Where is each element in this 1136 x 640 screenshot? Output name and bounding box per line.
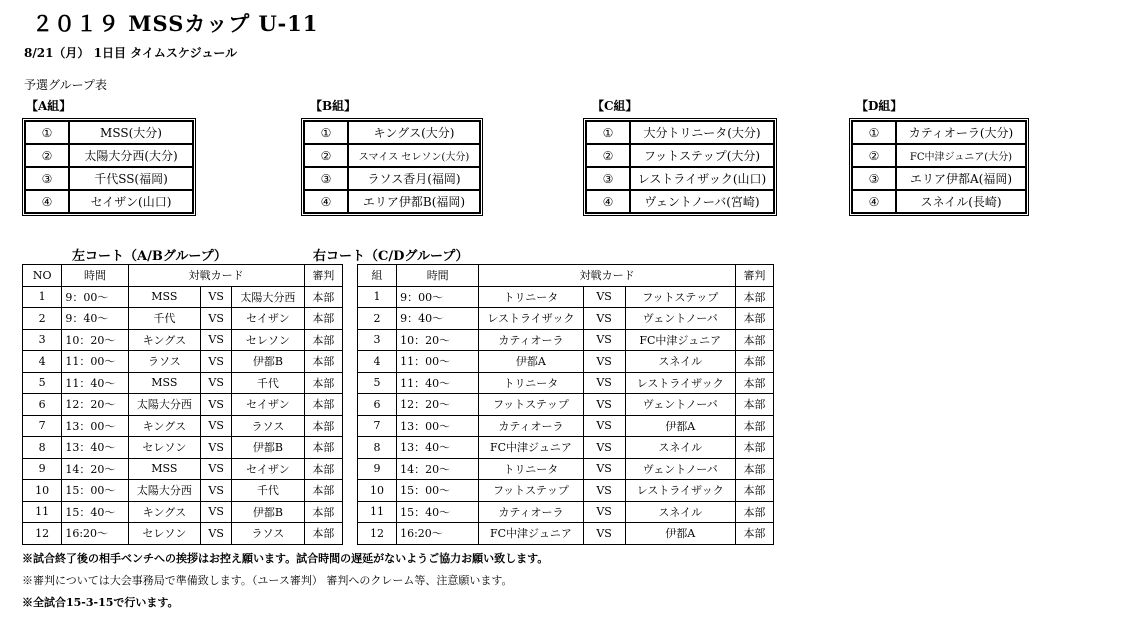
time-cell: 9：00〜 xyxy=(397,286,479,308)
table-row xyxy=(852,121,1026,144)
match-no-cell: 5 xyxy=(23,372,62,394)
home-team-cell: 伊都A xyxy=(479,351,583,373)
table-row xyxy=(23,329,343,351)
group-a-no: ① xyxy=(25,121,69,144)
group-a-label: 【A組】 xyxy=(26,99,72,113)
group-b-no: ① xyxy=(304,121,348,144)
home-team-cell: MSS xyxy=(128,286,200,308)
home-team-cell: キングス xyxy=(128,501,200,523)
table-row xyxy=(586,190,774,213)
match-no-cell: 4 xyxy=(23,351,62,373)
referee-cell: 本部 xyxy=(304,458,342,480)
referee-cell: 本部 xyxy=(735,286,773,308)
match-no-cell: 3 xyxy=(358,329,397,351)
left-court-schedule xyxy=(22,264,343,545)
vs-cell: VS xyxy=(201,480,232,502)
referee-cell: 本部 xyxy=(304,523,342,545)
home-team-cell: トリニータ xyxy=(479,458,583,480)
note-line: ※試合終了後の相手ベンチへの挨拶はお控え願います。試合時間の遅延がないようご協力お願い致します。 xyxy=(22,552,549,565)
vs-cell: VS xyxy=(583,286,625,308)
vs-cell: VS xyxy=(201,415,232,437)
group-d-label: 【D組】 xyxy=(856,99,903,113)
away-team-cell: ヴェントノーバ xyxy=(625,458,735,480)
vs-cell: VS xyxy=(201,523,232,545)
group-c-team: 大分トリニータ(大分) xyxy=(630,121,774,144)
referee-cell: 本部 xyxy=(735,372,773,394)
group-d-team: カティオーラ(大分) xyxy=(896,121,1026,144)
away-team-cell: 千代 xyxy=(232,372,304,394)
referee-cell: 本部 xyxy=(735,523,773,545)
col-header-ref: 審判 xyxy=(304,265,342,287)
table-row xyxy=(25,190,193,213)
group-c-no: ① xyxy=(586,121,630,144)
group-b-label: 【B組】 xyxy=(310,99,357,113)
match-no-cell: 5 xyxy=(358,372,397,394)
col-header-ref: 審判 xyxy=(735,265,773,287)
group-c-team: レストライザック(山口) xyxy=(630,167,774,190)
table-row xyxy=(23,480,343,502)
referee-cell: 本部 xyxy=(304,415,342,437)
referee-cell: 本部 xyxy=(735,308,773,330)
notes xyxy=(22,548,548,614)
table-row xyxy=(23,372,343,394)
group-c-no: ③ xyxy=(586,167,630,190)
match-no-cell: 7 xyxy=(23,415,62,437)
vs-cell: VS xyxy=(201,394,232,416)
table-row xyxy=(23,286,343,308)
group-b-team: ラソス香月(福岡) xyxy=(348,167,480,190)
group-b-no: ② xyxy=(304,144,348,167)
table-row xyxy=(358,480,774,502)
table-row xyxy=(23,394,343,416)
group-c-label: 【C組】 xyxy=(592,99,638,113)
table-row xyxy=(23,351,343,373)
table-row xyxy=(23,523,343,545)
group-d-team: スネイル(長崎) xyxy=(896,190,1026,213)
group-c-team: ヴェントノーバ(宮崎) xyxy=(630,190,774,213)
match-no-cell: 9 xyxy=(23,458,62,480)
group-a-no: ④ xyxy=(25,190,69,213)
time-cell: 9：40〜 xyxy=(62,308,128,330)
home-team-cell: セレソン xyxy=(128,437,200,459)
col-header-no: NO xyxy=(23,265,62,287)
table-header-row xyxy=(358,265,774,287)
group-d-team: FC中津ジュニア(大分) xyxy=(896,144,1026,167)
table-row xyxy=(304,167,480,190)
home-team-cell: 太陽大分西 xyxy=(128,480,200,502)
table-row xyxy=(358,415,774,437)
table-row xyxy=(25,144,193,167)
time-cell: 11：00〜 xyxy=(62,351,128,373)
away-team-cell: 伊都A xyxy=(625,523,735,545)
time-cell: 13：00〜 xyxy=(397,415,479,437)
table-row xyxy=(586,144,774,167)
table-row xyxy=(25,121,193,144)
referee-cell: 本部 xyxy=(304,286,342,308)
time-cell: 16:20〜 xyxy=(62,523,128,545)
referee-cell: 本部 xyxy=(735,351,773,373)
vs-cell: VS xyxy=(201,372,232,394)
time-cell: 9：00〜 xyxy=(62,286,128,308)
vs-cell: VS xyxy=(583,480,625,502)
col-header-time: 時間 xyxy=(397,265,479,287)
referee-cell: 本部 xyxy=(304,437,342,459)
vs-cell: VS xyxy=(583,415,625,437)
table-row xyxy=(358,329,774,351)
match-no-cell: 8 xyxy=(358,437,397,459)
match-no-cell: 12 xyxy=(358,523,397,545)
home-team-cell: MSS xyxy=(128,458,200,480)
home-team-cell: MSS xyxy=(128,372,200,394)
match-no-cell: 6 xyxy=(23,394,62,416)
time-cell: 13：40〜 xyxy=(397,437,479,459)
match-no-cell: 11 xyxy=(358,501,397,523)
table-row xyxy=(852,167,1026,190)
group-b-team: エリア伊都B(福岡) xyxy=(348,190,480,213)
vs-cell: VS xyxy=(583,329,625,351)
match-no-cell: 10 xyxy=(23,480,62,502)
table-row xyxy=(23,437,343,459)
referee-cell: 本部 xyxy=(735,458,773,480)
time-cell: 10：20〜 xyxy=(62,329,128,351)
time-cell: 12：20〜 xyxy=(397,394,479,416)
table-row xyxy=(358,437,774,459)
referee-cell: 本部 xyxy=(735,394,773,416)
right-court-schedule xyxy=(357,264,774,545)
group-c-team: フットステップ(大分) xyxy=(630,144,774,167)
time-cell: 14：20〜 xyxy=(397,458,479,480)
away-team-cell: 太陽大分西 xyxy=(232,286,304,308)
away-team-cell: セレソン xyxy=(232,329,304,351)
time-cell: 15：40〜 xyxy=(62,501,128,523)
group-a-team: 千代SS(福岡) xyxy=(69,167,193,190)
col-header-time: 時間 xyxy=(62,265,128,287)
note-line: ※全試合15-3-15で行います。 xyxy=(22,596,179,609)
table-row xyxy=(23,458,343,480)
table-row xyxy=(25,167,193,190)
away-team-cell: ヴェントノーバ xyxy=(625,308,735,330)
referee-cell: 本部 xyxy=(304,351,342,373)
table-row xyxy=(358,372,774,394)
referee-cell: 本部 xyxy=(735,437,773,459)
group-d-no: ② xyxy=(852,144,896,167)
home-team-cell: トリニータ xyxy=(479,286,583,308)
home-team-cell: トリニータ xyxy=(479,372,583,394)
away-team-cell: FC中津ジュニア xyxy=(625,329,735,351)
time-cell: 13：00〜 xyxy=(62,415,128,437)
home-team-cell: 千代 xyxy=(128,308,200,330)
left-court-label: 左コート（A/Bグループ） xyxy=(72,249,227,264)
right-court-label: 右コート（C/Dグループ） xyxy=(313,249,469,264)
away-team-cell: 伊都B xyxy=(232,501,304,523)
match-no-cell: 12 xyxy=(23,523,62,545)
table-row xyxy=(358,351,774,373)
table-row xyxy=(358,308,774,330)
table-row xyxy=(23,415,343,437)
page-title: ２０１９ MSSカップ U-11 xyxy=(32,11,319,36)
table-row xyxy=(304,190,480,213)
time-cell: 16:20〜 xyxy=(397,523,479,545)
table-row xyxy=(23,501,343,523)
group-c-table xyxy=(583,118,777,216)
vs-cell: VS xyxy=(201,351,232,373)
vs-cell: VS xyxy=(201,501,232,523)
referee-cell: 本部 xyxy=(735,415,773,437)
group-a-no: ③ xyxy=(25,167,69,190)
table-row xyxy=(586,121,774,144)
away-team-cell: フットステップ xyxy=(625,286,735,308)
time-cell: 14：20〜 xyxy=(62,458,128,480)
time-cell: 12：20〜 xyxy=(62,394,128,416)
away-team-cell: セイザン xyxy=(232,308,304,330)
table-row xyxy=(852,190,1026,213)
time-cell: 9：40〜 xyxy=(397,308,479,330)
match-no-cell: 3 xyxy=(23,329,62,351)
table-row xyxy=(586,167,774,190)
group-b-team: スマイス セレソン(大分) xyxy=(348,144,480,167)
home-team-cell: キングス xyxy=(128,415,200,437)
col-header-card: 対戦カード xyxy=(128,265,304,287)
vs-cell: VS xyxy=(583,523,625,545)
home-team-cell: FC中津ジュニア xyxy=(479,437,583,459)
away-team-cell: セイザン xyxy=(232,458,304,480)
away-team-cell: ラソス xyxy=(232,523,304,545)
away-team-cell: セイザン xyxy=(232,394,304,416)
away-team-cell: 伊都A xyxy=(625,415,735,437)
match-no-cell: 8 xyxy=(23,437,62,459)
vs-cell: VS xyxy=(583,437,625,459)
match-no-cell: 10 xyxy=(358,480,397,502)
table-header-row xyxy=(23,265,343,287)
time-cell: 10：20〜 xyxy=(397,329,479,351)
table-row xyxy=(358,501,774,523)
match-no-cell: 2 xyxy=(23,308,62,330)
referee-cell: 本部 xyxy=(735,480,773,502)
home-team-cell: カティオーラ xyxy=(479,501,583,523)
referee-cell: 本部 xyxy=(304,329,342,351)
note-line: ※審判については大会事務局で準備致します。（ユース審判） 審判へのクレーム等、注意願います。 xyxy=(22,574,513,587)
time-cell: 11：40〜 xyxy=(397,372,479,394)
vs-cell: VS xyxy=(583,394,625,416)
home-team-cell: キングス xyxy=(128,329,200,351)
vs-cell: VS xyxy=(583,308,625,330)
schedule-subtitle: 8/21（月） 1日目 タイムスケジュール xyxy=(24,46,238,60)
time-cell: 15：00〜 xyxy=(397,480,479,502)
group-c-no: ④ xyxy=(586,190,630,213)
time-cell: 11：40〜 xyxy=(62,372,128,394)
home-team-cell: フットステップ xyxy=(479,394,583,416)
referee-cell: 本部 xyxy=(304,480,342,502)
vs-cell: VS xyxy=(201,308,232,330)
table-row xyxy=(358,458,774,480)
vs-cell: VS xyxy=(583,372,625,394)
group-a-team: セイザン(山口) xyxy=(69,190,193,213)
match-no-cell: 4 xyxy=(358,351,397,373)
away-team-cell: スネイル xyxy=(625,351,735,373)
group-b-no: ③ xyxy=(304,167,348,190)
time-cell: 15：00〜 xyxy=(62,480,128,502)
match-no-cell: 2 xyxy=(358,308,397,330)
home-team-cell: 太陽大分西 xyxy=(128,394,200,416)
match-no-cell: 1 xyxy=(358,286,397,308)
referee-cell: 本部 xyxy=(304,394,342,416)
referee-cell: 本部 xyxy=(735,501,773,523)
time-cell: 11：00〜 xyxy=(397,351,479,373)
home-team-cell: レストライザック xyxy=(479,308,583,330)
table-row xyxy=(23,308,343,330)
referee-cell: 本部 xyxy=(304,372,342,394)
group-b-team: キングス(大分) xyxy=(348,121,480,144)
group-d-team: エリア伊都A(福岡) xyxy=(896,167,1026,190)
table-row xyxy=(304,144,480,167)
vs-cell: VS xyxy=(583,501,625,523)
away-team-cell: レストライザック xyxy=(625,372,735,394)
match-no-cell: 6 xyxy=(358,394,397,416)
group-a-table xyxy=(22,118,196,216)
group-a-team: MSS(大分) xyxy=(69,121,193,144)
vs-cell: VS xyxy=(583,458,625,480)
group-d-no: ④ xyxy=(852,190,896,213)
group-d-table xyxy=(849,118,1029,216)
home-team-cell: フットステップ xyxy=(479,480,583,502)
referee-cell: 本部 xyxy=(735,329,773,351)
home-team-cell: ラソス xyxy=(128,351,200,373)
match-no-cell: 11 xyxy=(23,501,62,523)
group-table-heading: 予選グループ表 xyxy=(24,78,108,92)
vs-cell: VS xyxy=(583,351,625,373)
vs-cell: VS xyxy=(201,458,232,480)
table-row xyxy=(852,144,1026,167)
home-team-cell: カティオーラ xyxy=(479,415,583,437)
referee-cell: 本部 xyxy=(304,308,342,330)
vs-cell: VS xyxy=(201,437,232,459)
group-a-no: ② xyxy=(25,144,69,167)
vs-cell: VS xyxy=(201,286,232,308)
group-a-team: 太陽大分西(大分) xyxy=(69,144,193,167)
away-team-cell: スネイル xyxy=(625,437,735,459)
referee-cell: 本部 xyxy=(304,501,342,523)
home-team-cell: カティオーラ xyxy=(479,329,583,351)
table-row xyxy=(358,523,774,545)
home-team-cell: セレソン xyxy=(128,523,200,545)
away-team-cell: ラソス xyxy=(232,415,304,437)
home-team-cell: FC中津ジュニア xyxy=(479,523,583,545)
group-d-no: ① xyxy=(852,121,896,144)
group-b-no: ④ xyxy=(304,190,348,213)
away-team-cell: ヴェントノーバ xyxy=(625,394,735,416)
table-row xyxy=(304,121,480,144)
table-row xyxy=(358,286,774,308)
away-team-cell: 伊都B xyxy=(232,437,304,459)
col-header-group: 組 xyxy=(358,265,397,287)
time-cell: 13：40〜 xyxy=(62,437,128,459)
group-d-no: ③ xyxy=(852,167,896,190)
away-team-cell: 千代 xyxy=(232,480,304,502)
away-team-cell: レストライザック xyxy=(625,480,735,502)
group-c-no: ② xyxy=(586,144,630,167)
col-header-card: 対戦カード xyxy=(479,265,736,287)
time-cell: 15：40〜 xyxy=(397,501,479,523)
match-no-cell: 7 xyxy=(358,415,397,437)
group-b-table xyxy=(301,118,483,216)
match-no-cell: 9 xyxy=(358,458,397,480)
away-team-cell: スネイル xyxy=(625,501,735,523)
vs-cell: VS xyxy=(201,329,232,351)
match-no-cell: 1 xyxy=(23,286,62,308)
table-row xyxy=(358,394,774,416)
away-team-cell: 伊都B xyxy=(232,351,304,373)
